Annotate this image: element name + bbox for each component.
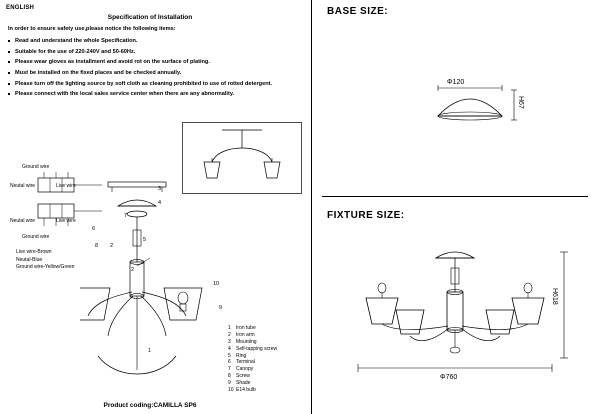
label-neutral-wire-top: Neutal wire [10,183,36,189]
part-label: Mounting [236,338,257,345]
parts-list-item [228,387,277,394]
part-number: 10 [228,387,234,394]
callout-6: 6 [92,226,96,232]
legend-neutral: Neutal-Blue [16,256,43,263]
parts-list-item [228,325,277,332]
vertical-divider [311,0,312,414]
section-divider [322,196,588,197]
fixture-diameter-label: Φ760 [440,374,458,381]
parts-list-item [228,353,277,360]
fixture-size-diagram [340,240,590,390]
base-diameter-label: Φ120 [447,79,465,86]
parts-list-item [228,339,277,346]
parts-list-item [228,366,277,373]
parts-list-item [228,346,277,353]
part-number: 7 [228,366,231,373]
fixture-height-label: H618 [551,288,558,305]
parts-list-item [228,380,277,387]
bullet-item: Please connect with the local sales service center when there are any abnormality. [8,89,303,100]
callout-5: 5 [143,237,147,243]
callout-2: 2 [110,243,114,249]
part-number: 9 [228,380,231,387]
part-label: Iron tube [236,325,256,331]
label-ground-wire-mid: Ground wire [22,234,50,240]
callout-8: 8 [95,243,99,249]
legend-live: Live wire-Brown [16,249,52,255]
part-label: Terminal [236,359,255,366]
bullet-item: Please turn off the lighting source by soft cloth as cleaning prohibited to use of rotted detergent. [8,79,303,90]
part-number: 2 [228,331,231,338]
bullet-item: Read and understand the whole Specification. [8,36,303,47]
part-number: 8 [228,373,231,380]
base-height-label: H67 [517,96,524,109]
safety-bullet-list [8,36,303,100]
label-live-wire-mid: Live wire [56,218,76,224]
callout-7: 7 [124,213,128,219]
callout-10: 10 [213,281,220,287]
callout-9: 9 [219,305,223,311]
part-number: 4 [228,345,231,352]
parts-list-item [228,359,277,366]
callout-4: 4 [158,200,162,206]
part-number: 6 [228,359,231,366]
part-label: Canopy [236,366,254,373]
part-number: 1 [228,325,231,331]
label-neutral-wire-mid: Neutal wire [10,218,36,224]
callout-3: 3 [158,186,162,192]
fixture-size-title: FIXTURE SIZE: [327,210,405,221]
part-number: 5 [228,352,231,359]
part-label: Iron arm [236,331,255,338]
part-label: Screw [236,373,250,380]
language-label: ENGLISH [6,5,35,11]
legend-ground: Ground wire-Yellow/Green [16,264,75,270]
bullet-item: Must be installed on the fixed places and be checked annually. [8,68,303,79]
bullet-item: Please wear gloves as installment and avoid rot on the surface of plating. [8,57,303,68]
product-code: Product coding:CAMILLA SP6 [103,402,197,409]
callout-1: 1 [148,348,152,354]
part-number: 3 [228,338,231,345]
part-label: Shade [236,380,251,387]
base-size-diagram [420,76,550,146]
parts-list [228,325,277,394]
label-ground-wire-top: Ground wire [22,164,50,170]
base-size-title: BASE SIZE: [327,6,389,17]
callout-2b: 2 [131,267,135,273]
label-live-wire-top: Live wire [56,183,76,189]
parts-list-item [228,373,277,380]
parts-list-item [228,332,277,339]
wire-color-legend [16,249,74,272]
part-label: Ring [236,352,247,359]
specification-intro: In order to ensure safety use,please notice the following items: [8,26,176,32]
part-label: Self-tapping screw [236,345,278,352]
specification-title: Specification of Installation [107,14,193,21]
bullet-item: Suitable for the use of 220-240V and 50-60Hz. [8,47,303,58]
part-label: E14 bulb [236,387,256,394]
